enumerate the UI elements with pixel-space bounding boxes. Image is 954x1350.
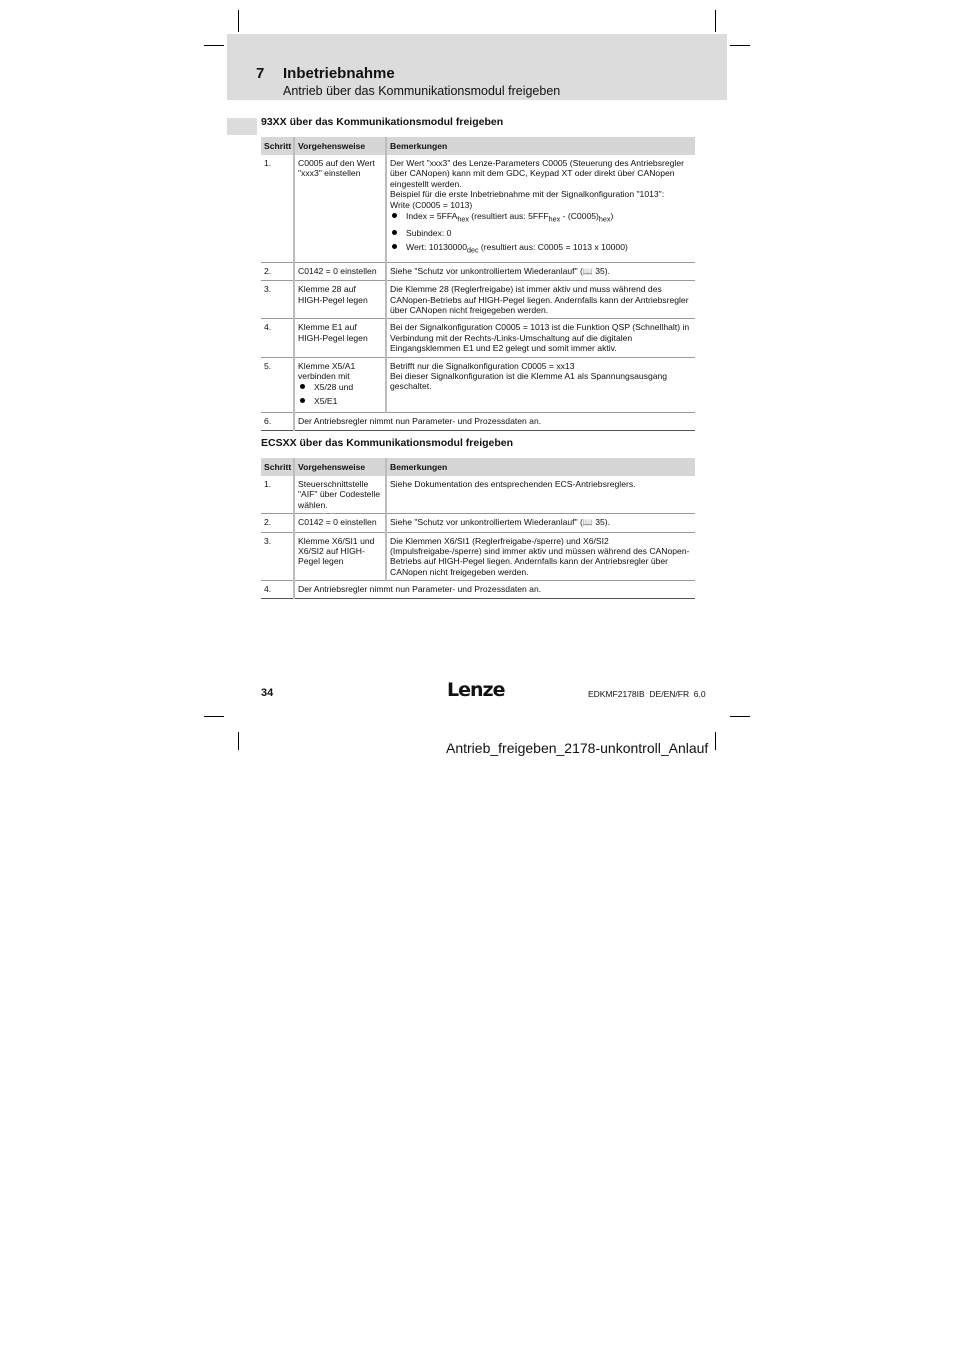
crop-mark xyxy=(238,732,239,750)
book-icon: 📖 xyxy=(582,518,593,528)
column-header-remarks: Bemerkungen xyxy=(386,458,695,476)
remarks-cell xyxy=(386,155,695,262)
procedure-cell: C0142 = 0 einstellen xyxy=(294,262,386,280)
list-item: Index = $5FFA_{hex}$ (resultiert aus: $5FFF_{hex} - (C0005)_{hex}$) xyxy=(390,211,692,225)
step-number: 2. xyxy=(261,262,294,280)
procedure-cell: Klemme E1 auf HIGH-Pegel legen xyxy=(294,319,386,357)
list-item: X5/28 und xyxy=(298,382,382,392)
column-header-procedure: Vorgehensweise xyxy=(294,137,386,155)
chapter-title: Inbetriebnahme xyxy=(283,65,395,82)
bullet-list xyxy=(390,211,692,256)
page-number: 34 xyxy=(261,687,274,699)
crop-mark xyxy=(715,10,716,32)
section-title-93xx: 93XX über das Kommunikationsmodul freigeben xyxy=(261,116,504,128)
remarks-cell: Siehe Dokumentation des entsprechenden ECS-Antriebsreglers. xyxy=(386,476,695,514)
table-row xyxy=(261,281,695,319)
procedure-cell: Klemme X6/SI1 und X6/SI2 auf HIGH-Pegel legen xyxy=(294,532,386,581)
table-header-row xyxy=(261,458,695,476)
procedure-cell: Klemme 28 auf HIGH-Pegel legen xyxy=(294,281,386,319)
remarks-cell: Siehe "Schutz vor unkontrolliertem Wiederanlauf" (📖 35). xyxy=(386,514,695,532)
column-header-step: Schritt xyxy=(261,137,294,155)
list-item: X5/E1 xyxy=(298,396,382,406)
crop-mark xyxy=(204,716,224,717)
lenze-logo: Lenze xyxy=(447,679,505,701)
column-header-step: Schritt xyxy=(261,458,294,476)
file-label: Antrieb_freigeben_2178-unkontroll_Anlauf xyxy=(446,740,709,756)
step-number: 4. xyxy=(261,581,294,598)
list-item: Wert: $10130000_{dec}$ (resultiert aus: C0005 = 1013 x 10000) xyxy=(390,242,692,256)
side-tab-marker xyxy=(227,118,257,135)
step-number: 2. xyxy=(261,514,294,532)
crop-mark xyxy=(730,716,750,717)
table-row xyxy=(261,357,695,413)
book-icon: 📖 xyxy=(582,266,593,276)
remarks-cell: Die Klemme 28 (Reglerfreigabe) ist immer aktiv und muss während des CANopen-Betriebs auf HIGH-Pegel liegen. Andernfalls kann der Antriebsregler über CANopen nicht freigegeben werden. xyxy=(386,281,695,319)
list-item: Subindex: 0 xyxy=(390,228,692,238)
table-row xyxy=(261,581,695,598)
merged-cell: Der Antriebsregler nimmt nun Parameter- und Prozessdaten an. xyxy=(294,413,695,430)
step-number: 4. xyxy=(261,319,294,357)
remark-text: Write (C0005 = 1013) xyxy=(390,199,473,210)
crop-mark xyxy=(204,45,224,46)
column-header-procedure: Vorgehensweise xyxy=(294,458,386,476)
step-number: 1. xyxy=(261,155,294,262)
column-header-remarks: Bemerkungen xyxy=(386,137,695,155)
remark-text: Der Wert "xxx3" des Lenze-Parameters C0005 (Steuerung des Antriebsregler über CANopen) kann mit dem GDC, Keypad XT oder direkt über CANopen eingestellt werden. xyxy=(390,158,684,189)
crop-mark xyxy=(730,45,750,46)
table-row xyxy=(261,262,695,280)
table-row xyxy=(261,514,695,532)
section-title-ecsxx: ECSXX über das Kommunikationsmodul freigeben xyxy=(261,437,514,449)
document-id: EDKMF2178IB DE/EN/FR 6.0 xyxy=(588,689,706,699)
table-row xyxy=(261,155,695,262)
chapter-subtitle: Antrieb über das Kommunikationsmodul freigeben xyxy=(283,84,561,98)
remarks-cell: Siehe "Schutz vor unkontrolliertem Wiederanlauf" (📖 35). xyxy=(386,262,695,280)
crop-mark xyxy=(715,732,716,750)
step-number: 3. xyxy=(261,281,294,319)
merged-cell: Der Antriebsregler nimmt nun Parameter- und Prozessdaten an. xyxy=(294,581,695,598)
procedure-cell: Steuerschnittstelle "AIF" über Codestelle wählen. xyxy=(294,476,386,514)
table-row xyxy=(261,532,695,581)
table-row xyxy=(261,319,695,357)
procedure-cell: C0005 auf den Wert "xxx3" einstellen xyxy=(294,155,386,262)
table-93xx xyxy=(261,137,695,431)
remarks-cell: Betrifft nur die Signalkonfiguration C0005 = xx13 Bei dieser Signalkonfiguration ist die Klemme A1 als Spannungsausgang geschaltet. xyxy=(386,357,695,413)
remark-text: Beispiel für die erste Inbetriebnahme mit der Signalkonfiguration "1013": xyxy=(390,189,665,200)
remarks-cell: Bei der Signalkonfiguration C0005 = 1013 ist die Funktion QSP (Schnellhalt) in Verbindung mit der Rechts-/Links-Umschaltung auf die digitalen Eingangsklemmen E1 und E2 gelegt und somit immer aktiv. xyxy=(386,319,695,357)
table-row xyxy=(261,476,695,514)
table-header-row xyxy=(261,137,695,155)
procedure-cell: Klemme X5/A1 verbinden mit X5/28 und X5/E1 xyxy=(294,357,386,413)
step-number: 5. xyxy=(261,357,294,413)
table-row xyxy=(261,413,695,430)
step-number: 3. xyxy=(261,532,294,581)
remarks-cell: Die Klemmen X6/SI1 (Reglerfreigabe-/sperre) und X6/SI2 (Impulsfreigabe-/sperre) sind immer aktiv und müssen während des CANopen-Betriebs auf HIGH-Pegel liegen. Andernfalls kann der Antriebsregler über CANopen nicht freigegeben werden. xyxy=(386,532,695,581)
step-number: 6. xyxy=(261,413,294,430)
procedure-cell: C0142 = 0 einstellen xyxy=(294,514,386,532)
chapter-number: 7 xyxy=(256,65,265,82)
crop-mark xyxy=(238,10,239,32)
bullet-list xyxy=(298,382,382,406)
step-number: 1. xyxy=(261,476,294,514)
table-ecsxx xyxy=(261,458,695,599)
